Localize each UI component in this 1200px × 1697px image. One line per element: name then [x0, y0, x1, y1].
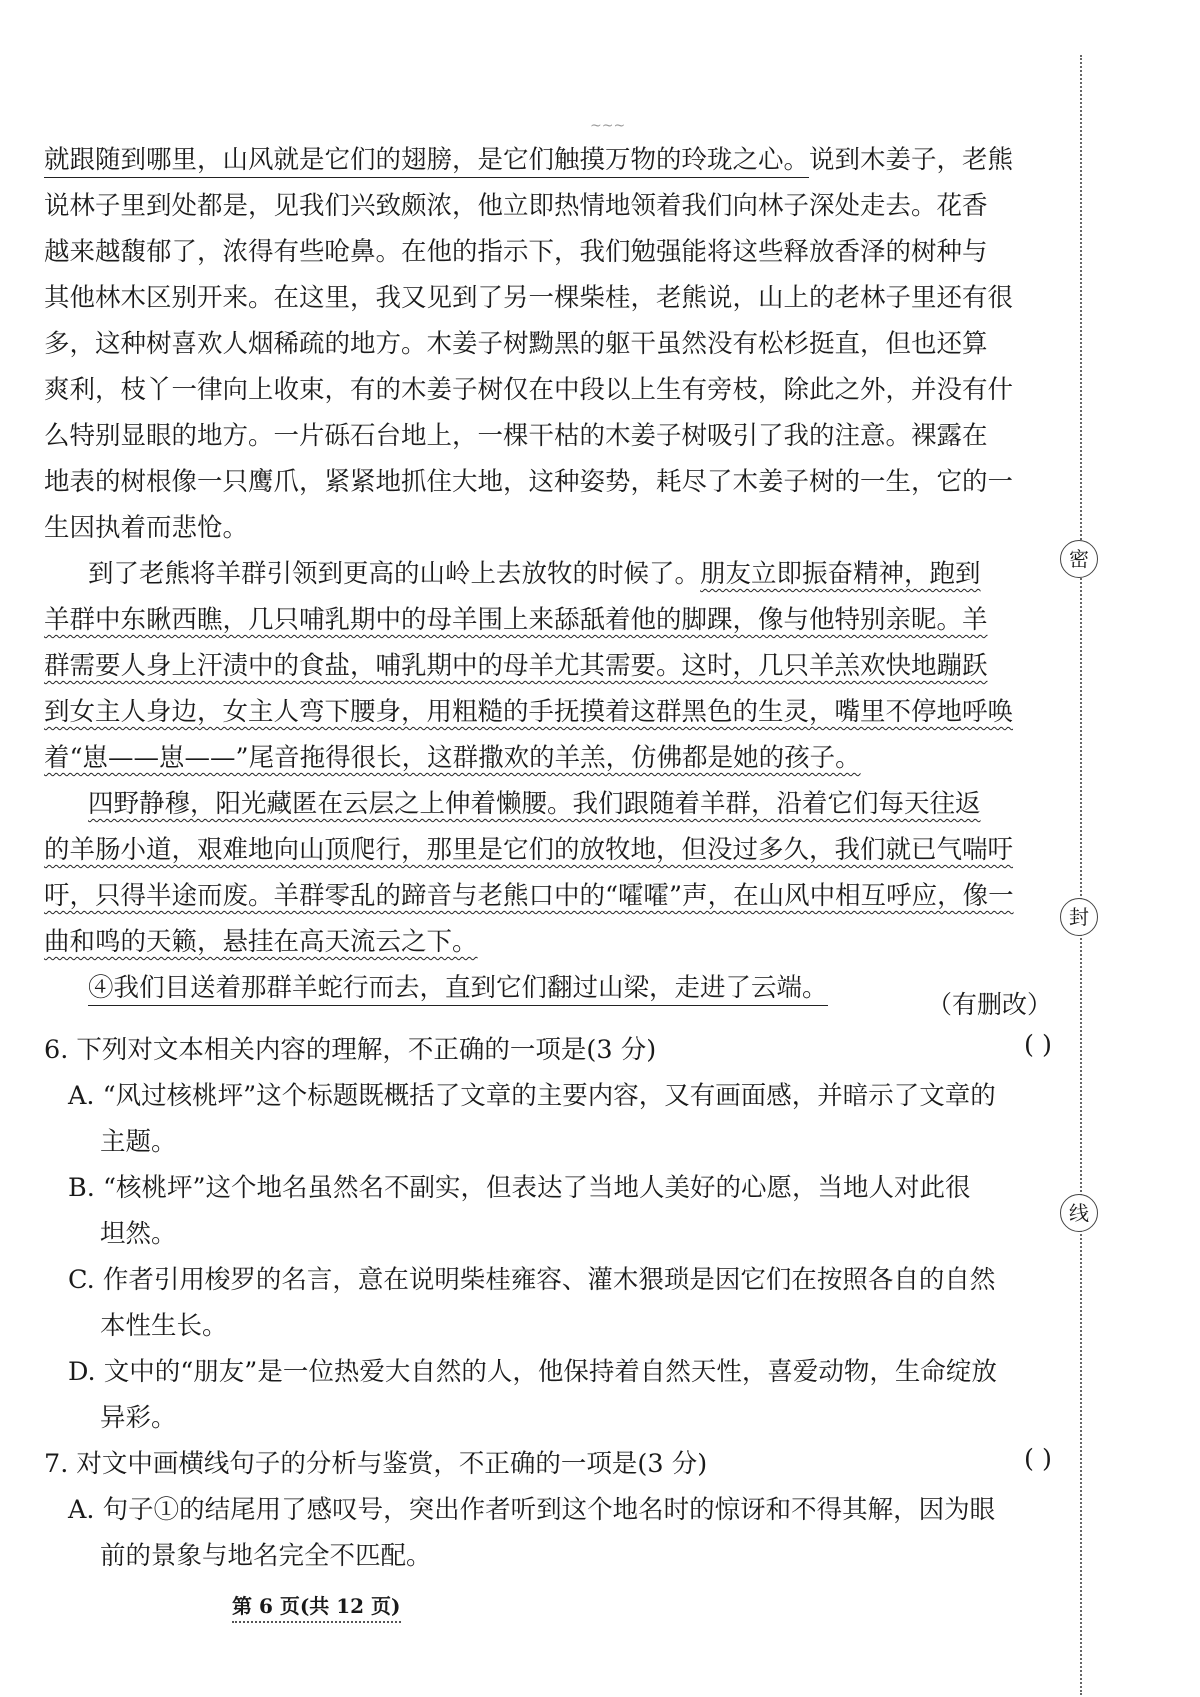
passage-text: 说到木姜子，老熊	[809, 145, 1014, 175]
passage-line: 么特别显眼的地方。一片砾石台地上，一棵干枯的木姜子树吸引了我的注意。裸露在	[44, 421, 988, 451]
passage-line: 生因执着而悲怆。	[44, 513, 249, 543]
passage-line: 吁，只得半途而废。羊群零乱的蹄音与老熊口中的“嚯嚯”声，在山风中相互呼应，像一	[44, 881, 1014, 911]
passage-line: 羊群中东瞅西瞧，几只哺乳期中的母羊围上来舔舐着他的脚踝，像与他特别亲昵。羊	[44, 605, 988, 635]
page-number: 第 6 页(共 12 页)	[232, 1590, 401, 1623]
passage-line: 到女主人身边，女主人弯下腰身，用粗糙的手抚摸着这群黑色的生灵，嘴里不停地呼唤	[44, 697, 1014, 727]
passage-line: 其他林木区别开来。在这里，我又见到了另一棵柴桂，老熊说，山上的老林子里还有很	[44, 283, 1014, 313]
option-c-cont: 本性生长。	[100, 1311, 228, 1341]
underlined-sentence: ④我们目送着那群羊蛇行而去，直到它们翻过山梁，走进了云端。	[88, 973, 828, 1006]
option-c: C. 作者引用梭罗的名言，意在说明柴桂雍容、灌木猥琐是因它们在按照各自的自然	[68, 1265, 996, 1295]
passage-line: 四野静穆，阳光藏匿在云层之上伸着懒腰。我们跟随着羊群，沿着它们每天往返	[88, 789, 981, 819]
passage-line: 群需要人身上汗渍中的食盐，哺乳期中的母羊尤其需要。这时，几只羊羔欢快地蹦跃	[44, 651, 988, 681]
question-stem: 7. 对文中画横线句子的分析与鉴赏，不正确的一项是(3 分)	[44, 1449, 708, 1479]
option-d-cont: 异彩。	[100, 1403, 177, 1433]
seal-mark-feng: 封	[1060, 898, 1098, 936]
binding-dotted-line	[1080, 55, 1082, 1695]
passage-line	[44, 143, 1013, 177]
passage-text: 到了老熊将羊群引领到更高的山岭上去放牧的时候了。	[88, 559, 701, 589]
passage-line: 越来越馥郁了，浓得有些呛鼻。在他的指示下，我们勉强能将这些释放香泽的树种与	[44, 237, 988, 267]
option-b: B. “核桃坪”这个地名虽然名不副实，但表达了当地人美好的心愿，当地人对此很	[68, 1173, 971, 1203]
answer-blank: ( )	[1023, 1030, 1052, 1060]
option-a: A. “风过核桃坪”这个标题既概括了文章的主要内容，又有画面感，并暗示了文章的	[68, 1081, 996, 1111]
passage-line: 的羊肠小道，艰难地向山顶爬行，那里是它们的放牧地，但没过多久，我们就已气喘吁	[44, 835, 1014, 865]
option-a-cont: 前的景象与地名完全不匹配。	[100, 1541, 432, 1571]
seal-mark-xian: 线	[1060, 1194, 1098, 1232]
source-note: （有删改）	[926, 990, 1052, 1019]
option-a-cont: 主题。	[100, 1127, 177, 1157]
passage-line: 多，这种树喜欢人烟稀疏的地方。木姜子树黝黑的躯干虽然没有松杉挺直，但也还算	[44, 329, 988, 359]
passage-line	[88, 971, 828, 1005]
option-d: D. 文中的“朋友”是一位热爱大自然的人，他保持着自然天性，喜爱动物，生命绽放	[68, 1357, 997, 1387]
passage-line: 着“崽——崽——”尾音拖得很长，这群撒欢的羊羔，仿佛都是她的孩子。	[44, 743, 861, 773]
underlined-sentence: 就跟随到哪里，山风就是它们的翅膀，是它们触摸万物的玲珑之心。	[44, 145, 809, 178]
wavy-underlined-text: 朋友立即振奋精神，跑到	[700, 559, 981, 589]
passage-line: 爽利，枝丫一律向上收束，有的木姜子树仅在中段以上生有旁枝，除此之外，并没有什	[44, 375, 1014, 405]
passage-line: 曲和鸣的天籁，悬挂在高天流云之下。	[44, 927, 478, 957]
question-stem: 6. 下列对文本相关内容的理解，不正确的一项是(3 分)	[44, 1035, 657, 1065]
passage-line: 说林子里到处都是，见我们兴致颇浓，他立即热情地领着我们向林子深处走去。花香	[44, 191, 988, 221]
passage-line	[88, 557, 981, 591]
passage-line: 地表的树根像一只鹰爪，紧紧地抓住大地，这种姿势，耗尽了木姜子树的一生，它的一	[44, 467, 1014, 497]
option-a: A. 句子①的结尾用了感叹号，突出作者听到这个地名时的惊讶和不得其解，因为眼	[68, 1495, 996, 1525]
seal-mark-mi: 密	[1060, 540, 1098, 578]
answer-blank: ( )	[1023, 1444, 1052, 1474]
option-b-cont: 坦然。	[100, 1219, 177, 1249]
top-mark: ~~~	[590, 118, 626, 134]
